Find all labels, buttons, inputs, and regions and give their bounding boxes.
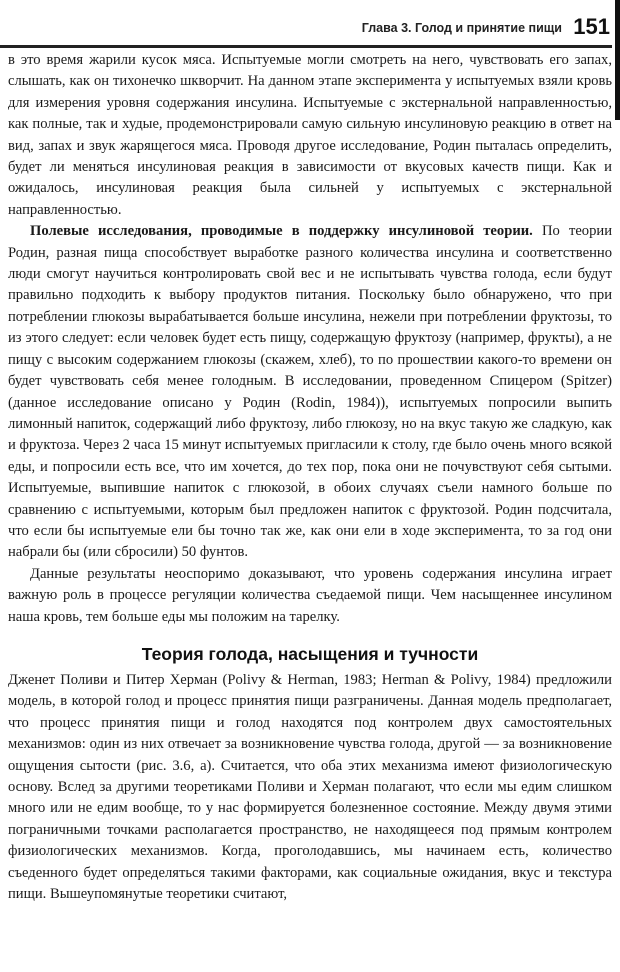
paragraph-conclusion: Данные результаты неоспоримо доказывают, что уровень содержания инсулина играет важную роль в процессе регуляции количества съедаемой пищи. Чем насыщеннее инсулином наша кровь, тем больше еды мы положим на тарелку. xyxy=(8,565,612,625)
header-rule xyxy=(0,45,612,48)
paragraph-continued: в это время жарили кусок мяса. Испытуемые могли смотреть на него, чувствовать его запах, слышать, как он тихонечко шкворчит. На данном этапе эксперимента у испытуемых взяли кровь для измерения уровня содержания инсулина. Испытуемые с экстернальной направленностью, как полные, так и худые, продемонстрировали самую сильную инсулиновую реакцию в ответ на вид, запах и звук жарящегося мяса. Проводя другое исследование, Родин пыталась определить, будет ли меняться инсулиновая реакция в зависимости от вкусовых качеств пищи. Как и ожидалось, инсулиновая реакция была сильней у испытуемых с экстернальной направленностью. xyxy=(8,52,612,218)
chapter-title: Глава 3. Голод и принятие пищи xyxy=(361,21,562,35)
paragraph-field-studies xyxy=(8,221,612,564)
running-header xyxy=(0,12,612,46)
section-heading: Теория голода, насыщения и тучности xyxy=(141,643,479,664)
run-in-heading: Полевые исследования, проводимые в поддержку инсулиновой теории. xyxy=(30,223,533,240)
page-edge-shadow xyxy=(615,0,620,120)
paragraph-theory: Дженет Поливи и Питер Херман (Polivy & Herman, 1983; Herman & Polivy, 1984) предложили модель, в которой голод и процесс принятия пищи разграничены. Данная модель предполагает, что процесс принятия пищи и голод находятся под контролем двух самостоятельных механизмов: один из них отвечает за возникновение чувства голода, другой — за возникновение ощущения сытости (рис. 3.6, а). Считается, что оба этих механизма имеют физиологическую основу. Вслед за другими теоретиками Поливи и Херман полагают, что если мы едим слишком много или не едим вообще, то у нас формируется болезненное состояние. Между двумя этими пограничными точками располагается пространство, не находящееся под прямым контролем физиологических механизмов. Когда, проголодавшись, мы начинаем есть, количество съеденного будет определяться такими факторами, как социальные ожидания, вкус и текстура пищи. Вышеупомянутые теоретики считают, xyxy=(8,671,612,903)
page-body xyxy=(8,50,612,905)
paragraph-text: По теории Родин, разная пища способствует выработке разного количества инсулина и соответственно люди смогут научиться контролировать свой вес и не испытывать чувства голода, если будут правильно подходить к выбору продуктов питания. Поскольку было обнаружено, что при потреблении глюкозы вырабатывается больше инсулина, нежели при потреблении фруктозы, то из этого следует: если человек будет есть пищу, содержащую фруктозу (например, фрукты), а не пищу с высоким содержанием глюкозы (скажем, хлеб), то по прошествии какого-то времени он будет чувствовать себя менее голодным. В исследовании, проведенном Спицером (Spitzer) (данное исследование описано у Родин (Rodin, 1984)), испытуемых попросили выпить лимонный напиток, содержащий либо фруктозу, либо глюкозу, но на вкус такую же сладкую, как и фруктоза. Через 2 часа 15 минут испытуемых пригласили к столу, где было очень много всякой еды, и попросили есть все, что им хочется, до тех пор, пока они не почувствуют себя сытыми. Испытуемые, выпившие напиток с глюкозой, в обоих случаях съели намного больше по сравнению с испытуемыми, которым был предложен напиток с фруктозой. Родин подсчитала, что если бы испытуемые ели бы точно так же, как они ели в ходе эксперимента, то за год они набрали бы (или сбросили) 50 фунтов. xyxy=(8,223,613,561)
page-number: 151 xyxy=(573,14,610,39)
